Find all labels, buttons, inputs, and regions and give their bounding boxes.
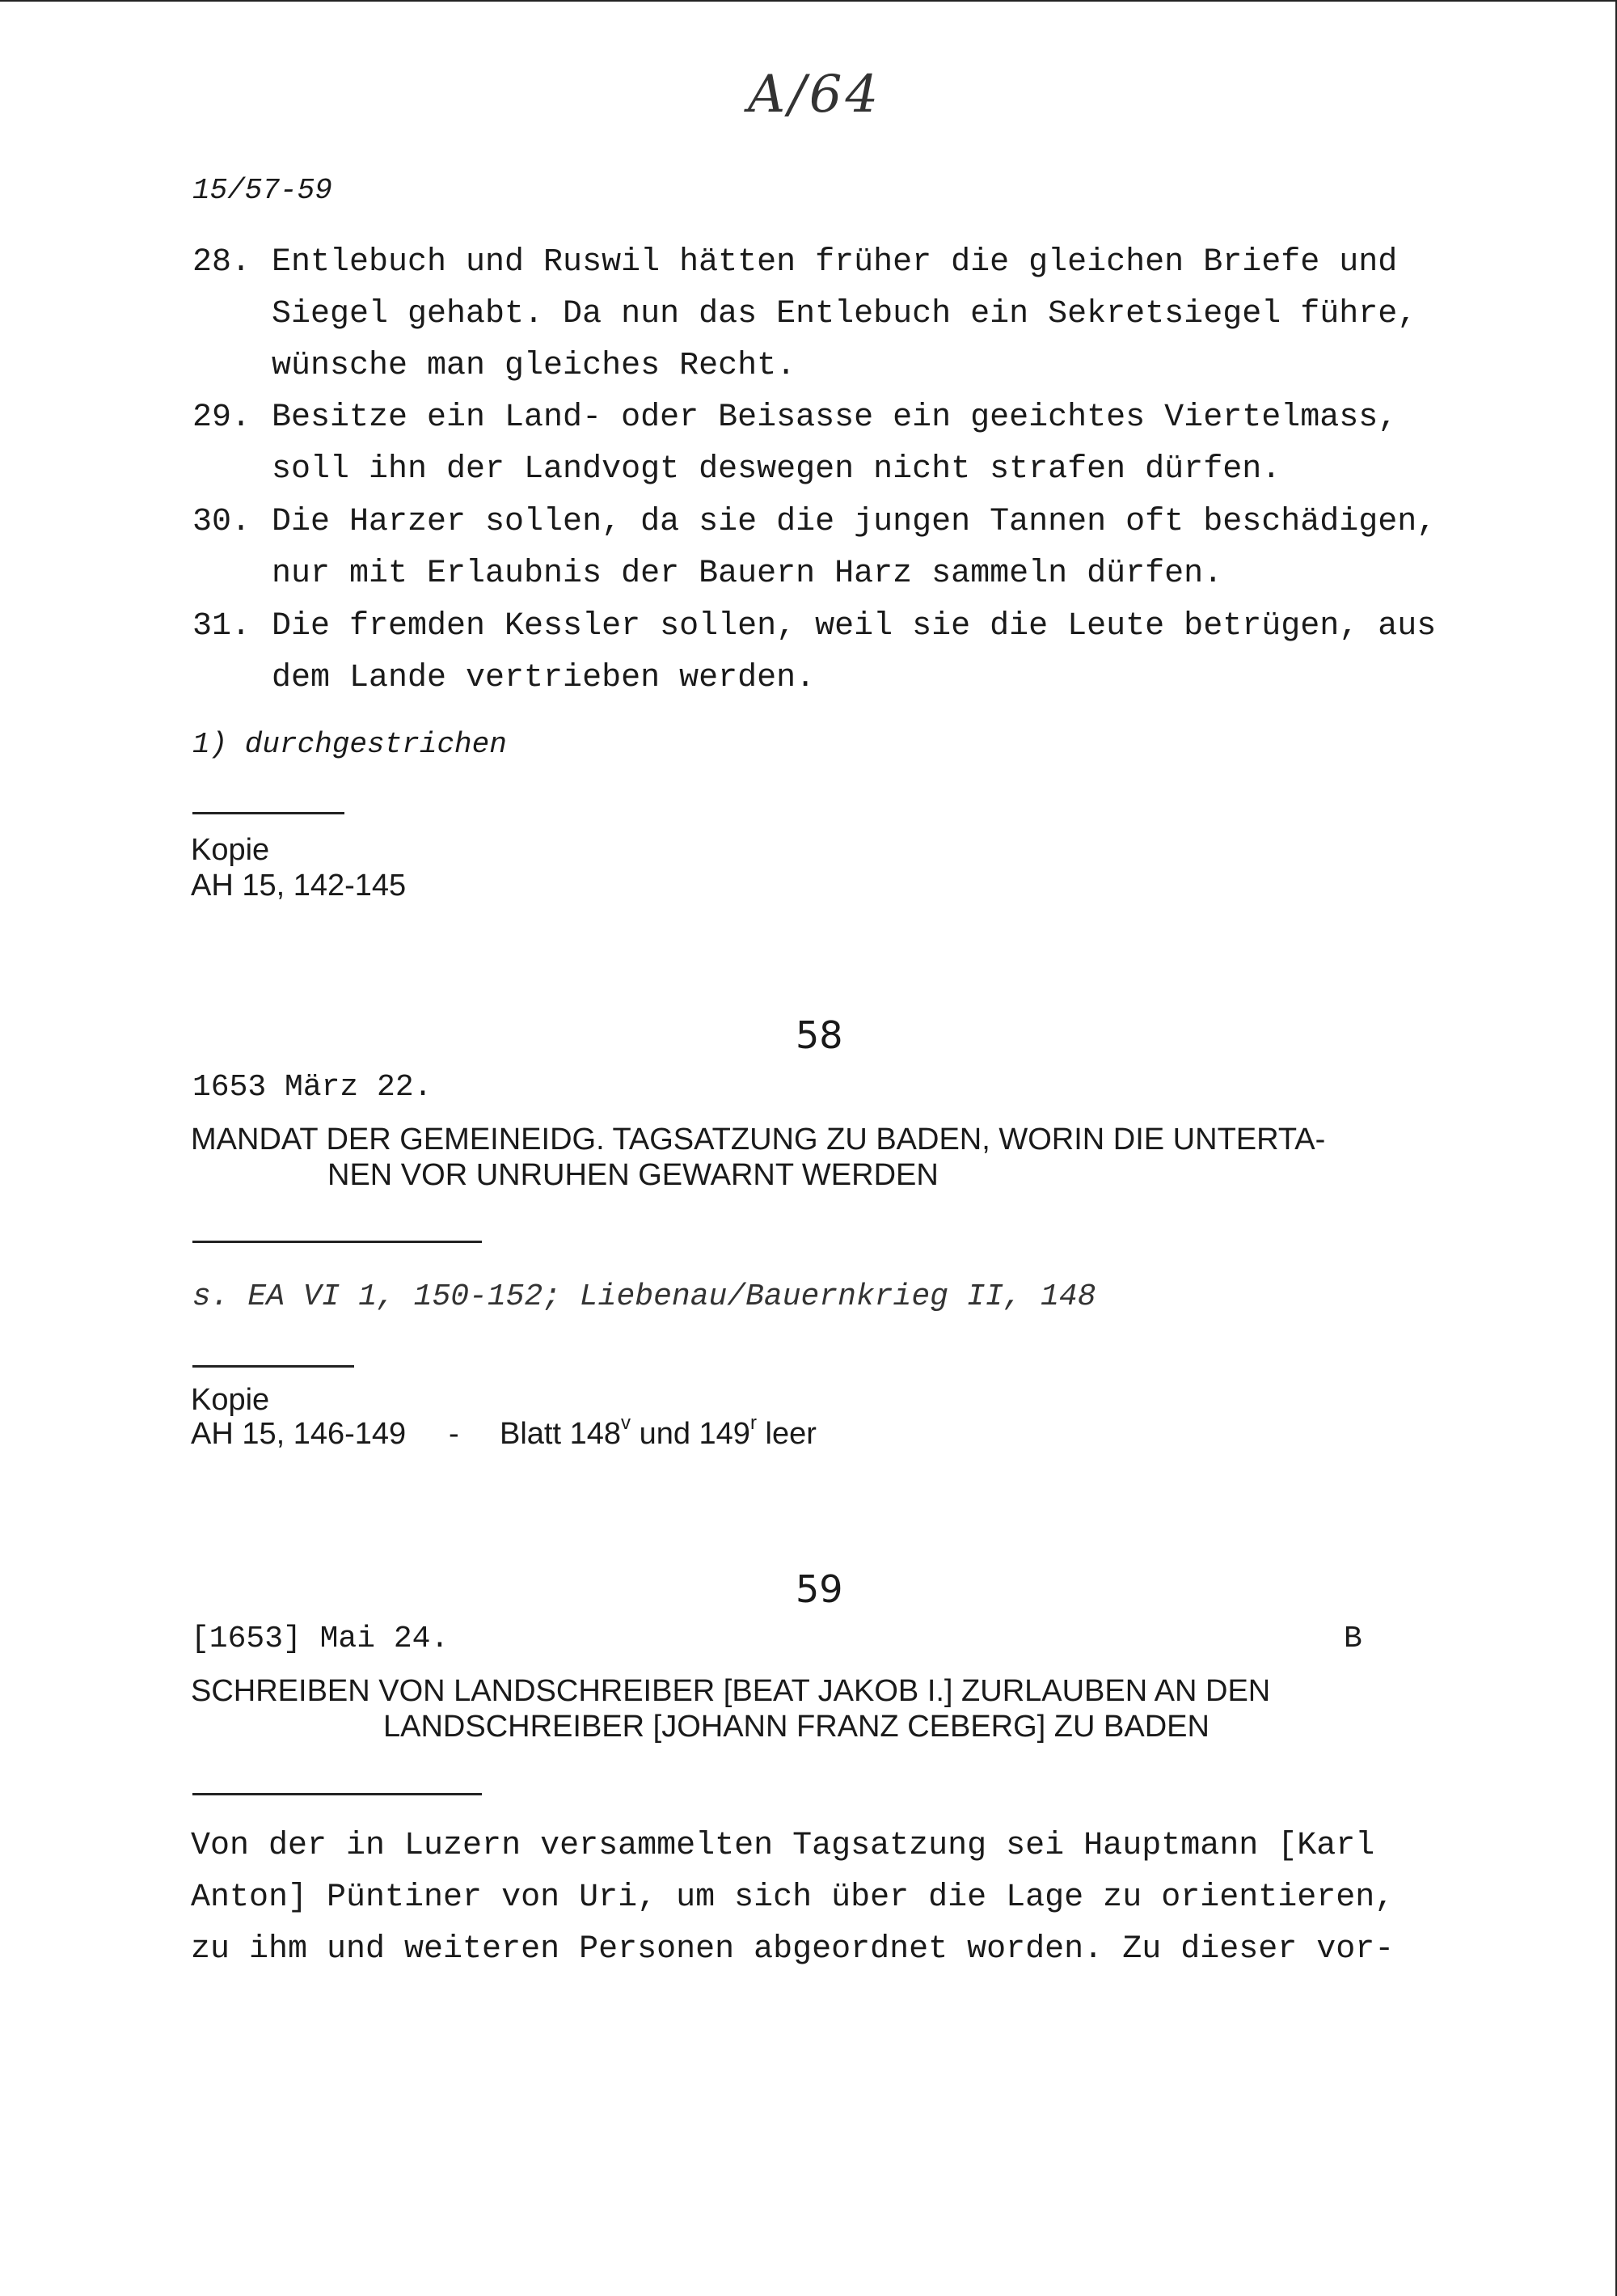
list-item-number: 30. — [192, 504, 251, 540]
list-item-line: Die fremden Kessler sollen, weil sie die Leute betrügen, aus — [272, 608, 1437, 645]
source-reference: AH 15, 142-145 — [191, 869, 407, 903]
list-item-line: Entlebuch und Ruswil hätten früher die gleichen Briefe und — [272, 244, 1398, 281]
body-text-line: Anton] Püntiner von Uri, um sich über die Lage zu orientieren, — [191, 1880, 1395, 1916]
folio-note — [500, 1412, 817, 1452]
document-title: LANDSCHREIBER [JOHANN FRANZ CEBERG] ZU BADEN — [383, 1710, 1210, 1744]
body-text-line: zu ihm und weiteren Personen abgeordnet worden. Zu dieser vor- — [191, 1931, 1395, 1968]
archive-mark: A/64 — [748, 65, 882, 125]
document-title: SCHREIBEN VON LANDSCHREIBER [BEAT JAKOB I.] ZURLAUBEN AN DEN — [191, 1674, 1271, 1708]
document-marker: B — [1344, 1622, 1362, 1656]
divider-rule — [192, 1365, 354, 1368]
divider-rule — [192, 1241, 482, 1243]
document-date: 1653 März 22. — [192, 1070, 433, 1105]
list-item-number: 31. — [192, 608, 251, 645]
document-title: NEN VOR UNRUHEN GEWARNT WERDEN — [327, 1158, 939, 1192]
divider-rule — [192, 1793, 482, 1795]
list-item-line: Siegel gehabt. Da nun das Entlebuch ein Sekretsiegel führe, — [272, 296, 1417, 332]
list-item-line: Besitze ein Land- oder Beisasse ein geeichtes Viertelmass, — [272, 400, 1398, 436]
page-reference: 15/57-59 — [192, 174, 332, 207]
list-item-line: wünsche man gleiches Recht. — [272, 348, 796, 384]
folio-label: leer — [765, 1417, 817, 1451]
list-item-line: nur mit Erlaubnis der Bauern Harz sammeln dürfen. — [272, 556, 1223, 592]
literature-reference: s. EA VI 1, 150-152; Liebenau/Bauernkrieg II, 148 — [192, 1279, 1096, 1314]
folio-label: und 149 — [639, 1417, 750, 1451]
document-title: MANDAT DER GEMEINEIDG. TAGSATZUNG ZU BADEN, WORIN DIE UNTERTA- — [191, 1123, 1326, 1156]
list-item-line: dem Lande vertrieben werden. — [272, 660, 816, 696]
list-item-line: Die Harzer sollen, da sie die jungen Tannen oft beschädigen, — [272, 504, 1437, 540]
document-number: 58 — [796, 1013, 843, 1057]
document-number: 59 — [796, 1567, 843, 1611]
folio-superscript: v — [621, 1412, 631, 1434]
source-reference: AH 15, 146-149 — [191, 1417, 407, 1451]
document-date: [1653] Mai 24. — [191, 1622, 450, 1656]
folio-superscript: r — [749, 1412, 757, 1434]
body-text-line: Von der in Luzern versammelten Tagsatzung sei Hauptmann [Karl — [191, 1828, 1375, 1864]
divider-rule — [192, 812, 344, 814]
footnote: 1) durchgestrichen — [192, 728, 507, 761]
source-type: Kopie — [191, 1383, 270, 1417]
source-type: Kopie — [191, 833, 270, 867]
folio-label: Blatt 148 — [500, 1417, 621, 1451]
list-item-number: 29. — [192, 400, 251, 436]
list-item-line: soll ihn der Landvogt deswegen nicht strafen dürfen. — [272, 451, 1281, 488]
list-item-number: 28. — [192, 244, 251, 281]
source-dash: - — [449, 1417, 459, 1451]
